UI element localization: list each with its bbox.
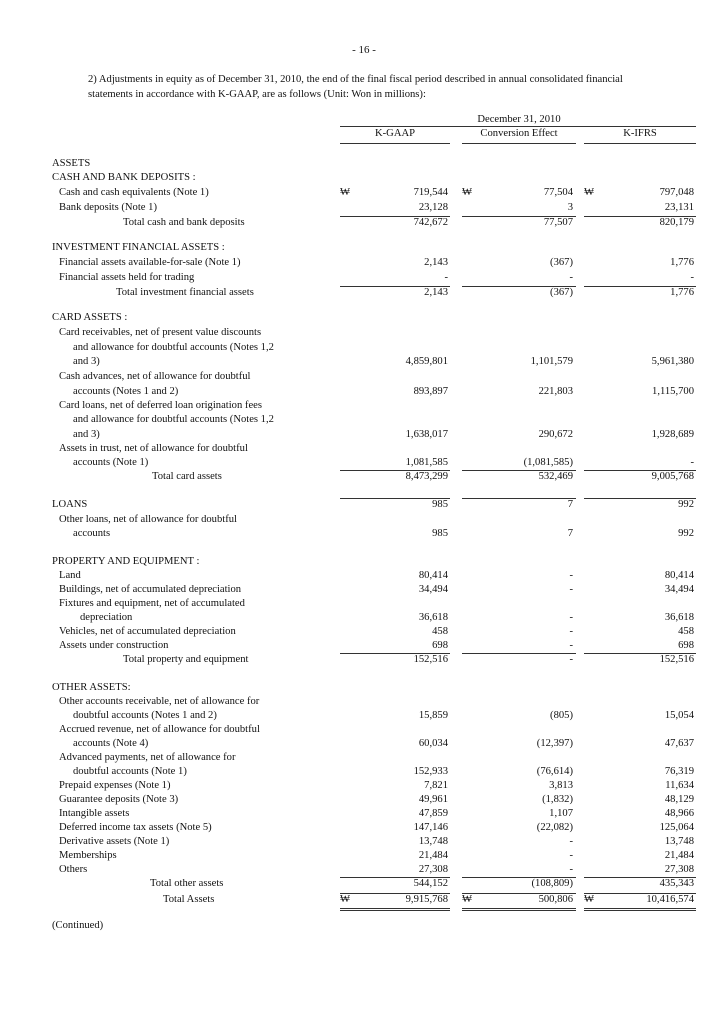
kifrs-value: 36,618 [664,612,694,623]
row-label: Guarantee deposits (Note 3) [59,794,179,805]
kgaap-value: 698 [432,640,448,651]
row-label: INVESTMENT FINANCIAL ASSETS : [52,242,225,253]
row-label: PROPERTY AND EQUIPMENT : [52,556,200,567]
subtotal-rule [340,286,450,287]
kifrs-value: 435,343 [659,878,694,889]
header-rule-top [340,126,696,127]
subtotal-rule [462,216,576,217]
kifrs-value: 15,054 [664,710,694,721]
row-label: doubtful accounts (Notes 1 and 2) [73,710,217,721]
conversion-effect-value: - [569,570,573,581]
row-label: Financial assets available-for-sale (Note 1) [59,257,241,268]
kgaap-value: 13,748 [418,836,448,847]
row-label: Land [59,570,81,581]
conversion-effect-value: (367) [550,287,573,298]
kifrs-value: 9,005,768 [651,471,694,482]
table-row [0,737,728,751]
header-conversion-effect: Conversion Effect [480,128,558,139]
conversion-effect-value: (108,809) [531,878,573,889]
row-label: accounts (Note 1) [73,457,149,468]
table-row [0,555,728,569]
conversion-effect-value: 7 [567,499,573,510]
conversion-effect-value: (12,397) [536,738,573,749]
row-label: Prepaid expenses (Note 1) [59,780,171,791]
page-number: - 16 - [352,44,376,56]
subtotal-rule [584,893,696,894]
kgaap-value: 2,143 [424,257,448,268]
kifrs-value: 1,928,689 [651,429,694,440]
conversion-effect-value: (1,832) [542,794,573,805]
kgaap-value: 21,484 [418,850,448,861]
table-row [0,653,728,667]
kgaap-value: 152,933 [413,766,448,777]
subtotal-rule [584,877,696,878]
header-rule-kgaap [340,143,450,144]
table-row [0,428,728,442]
conversion-effect-value: (805) [550,710,573,721]
header-kgaap: K-GAAP [374,128,416,139]
row-label: Buildings, net of accumulated depreciation [59,584,242,595]
conversion-effect-value: - [569,640,573,651]
conversion-effect-value: (1,081,585) [523,457,573,468]
kifrs-value: 5,961,380 [651,356,694,367]
row-label: Total investment financial assets [116,287,254,298]
row-label: Card receivables, net of present value discounts [59,327,262,338]
row-label: and 3) [73,429,100,440]
subtotal-rule [340,893,450,894]
kifrs-value: 13,748 [664,836,694,847]
double-underline [584,910,696,911]
kgaap-value: 985 [432,499,448,510]
row-label: Accrued revenue, net of allowance for doubtful [59,724,260,735]
kifrs-value: 1,115,700 [652,386,694,397]
won-symbol: ₩ [462,187,472,198]
table-row [0,271,728,285]
subtotal-rule [462,470,576,471]
table-row [0,681,728,695]
double-underline [340,908,450,909]
kgaap-value: 7,821 [424,780,448,791]
subtotal-rule [340,498,450,499]
kifrs-value: 125,064 [659,822,694,833]
table-row [0,256,728,270]
row-label: Derivative assets (Note 1) [59,836,170,847]
subtotal-rule [462,498,576,499]
conversion-effect-value: 1,101,579 [530,356,573,367]
table-row [0,470,728,484]
header-rule-kifrs [584,143,696,144]
table-row [0,639,728,653]
table-row [0,171,728,185]
kgaap-value: 152,516 [413,654,448,665]
row-label: ASSETS [52,158,91,169]
table-row [0,597,728,611]
row-label: Total property and equipment [123,654,249,665]
kifrs-value: 23,131 [664,202,694,213]
kgaap-value: 458 [432,626,448,637]
table-row [0,442,728,456]
row-label: Deferred income tax assets (Note 5) [59,822,212,833]
row-label: CARD ASSETS : [52,312,128,323]
row-label: Other accounts receivable, net of allowance for [59,696,260,707]
kifrs-value: 34,494 [664,584,694,595]
table-row [0,765,728,779]
table-row [0,807,728,821]
conversion-effect-value: 532,469 [538,471,573,482]
row-label: LOANS [52,499,88,510]
double-underline [340,910,450,911]
kifrs-value: 10,416,574 [646,894,694,905]
table-row [0,793,728,807]
kgaap-value: 1,638,017 [405,429,448,440]
table-row [0,695,728,709]
kgaap-value: - [444,272,448,283]
subtotal-rule [462,653,576,654]
won-symbol: ₩ [340,187,350,198]
table-row [0,186,728,200]
kifrs-value: 797,048 [659,187,694,198]
kgaap-value: 742,672 [413,217,448,228]
row-label: Assets in trust, net of allowance for doubtful [59,443,248,454]
conversion-effect-value: - [569,654,573,665]
row-label: and allowance for doubtful accounts (Notes 1,2 [73,342,274,353]
header-date: December 31, 2010 [477,114,561,125]
kifrs-value: 21,484 [664,850,694,861]
table-row [0,201,728,215]
kgaap-value: 23,128 [418,202,448,213]
kgaap-value: 15,859 [418,710,448,721]
row-label: CASH AND BANK DEPOSITS : [52,172,196,183]
table-row [0,456,728,470]
kgaap-value: 49,961 [418,794,448,805]
kgaap-value: 4,859,801 [405,356,448,367]
kgaap-value: 47,859 [418,808,448,819]
kgaap-value: 1,081,585 [405,457,448,468]
table-row [0,709,728,723]
continued-note: (Continued) [52,920,104,931]
kifrs-value: 48,966 [664,808,694,819]
row-label: Bank deposits (Note 1) [59,202,157,213]
conversion-effect-value: (22,082) [536,822,573,833]
kgaap-value: 2,143 [424,287,448,298]
row-label: Total cash and bank deposits [123,217,245,228]
row-label: Assets under construction [59,640,169,651]
table-row [0,286,728,300]
row-label: Total other assets [150,878,224,889]
table-row [0,863,728,877]
table-row [0,779,728,793]
subtotal-rule [584,498,696,499]
conversion-effect-value: (367) [550,257,573,268]
kgaap-value: 147,146 [413,822,448,833]
conversion-effect-value: 77,504 [543,187,573,198]
row-label: accounts [73,528,111,539]
table-row [0,399,728,413]
subtotal-rule [340,653,450,654]
row-label: Total card assets [152,471,222,482]
row-label: Cash and cash equivalents (Note 1) [59,187,209,198]
double-underline [462,908,576,909]
table-row [0,893,728,907]
kgaap-value: 36,618 [418,612,448,623]
row-label: Financial assets held for trading [59,272,195,283]
subtotal-rule [584,653,696,654]
subtotal-rule [340,877,450,878]
table-row [0,877,728,891]
table-row [0,583,728,597]
conversion-effect-value: - [569,850,573,861]
row-label: Intangible assets [59,808,130,819]
kifrs-value: 11,634 [665,780,694,791]
won-symbol: ₩ [340,894,350,905]
kifrs-value: 1,776 [670,287,694,298]
conversion-effect-value: 3,813 [549,780,573,791]
table-row [0,370,728,384]
kifrs-value: - [690,457,694,468]
kgaap-value: 544,152 [413,878,448,889]
header-kifrs: K-IFRS [623,128,657,139]
row-label: and allowance for doubtful accounts (Notes 1,2 [73,414,274,425]
kifrs-value: 992 [678,528,694,539]
row-label: and 3) [73,356,100,367]
kgaap-value: 34,494 [418,584,448,595]
double-underline [584,908,696,909]
kifrs-value: 698 [678,640,694,651]
table-row [0,341,728,355]
table-row [0,498,728,512]
conversion-effect-value: - [569,584,573,595]
kifrs-value: 48,129 [664,794,694,805]
row-label: Total Assets [163,894,215,905]
kifrs-value: - [690,272,694,283]
table-row [0,751,728,765]
conversion-effect-value: 77,507 [543,217,573,228]
table-row [0,413,728,427]
row-label: Vehicles, net of accumulated depreciation [59,626,236,637]
subtotal-rule [340,216,450,217]
table-row [0,723,728,737]
row-label: doubtful accounts (Note 1) [73,766,187,777]
row-label: depreciation [80,612,133,623]
kgaap-value: 60,034 [418,738,448,749]
double-underline [462,910,576,911]
kifrs-value: 47,637 [664,738,694,749]
table-row [0,611,728,625]
subtotal-rule [462,893,576,894]
kifrs-value: 992 [678,499,694,510]
conversion-effect-value: - [569,864,573,875]
kifrs-value: 152,516 [659,654,694,665]
subtotal-rule [584,286,696,287]
header-rule-conversion [462,143,576,144]
kifrs-value: 27,308 [664,864,694,875]
won-symbol: ₩ [462,894,472,905]
table-row [0,157,728,171]
conversion-effect-value: - [569,626,573,637]
table-row [0,569,728,583]
subtotal-rule [340,470,450,471]
table-row [0,849,728,863]
won-symbol: ₩ [584,894,594,905]
kgaap-value: 27,308 [418,864,448,875]
kifrs-value: 80,414 [664,570,694,581]
table-row [0,355,728,369]
table-row [0,821,728,835]
conversion-effect-value: 500,806 [538,894,573,905]
row-label: Cash advances, net of allowance for doubtful [59,371,251,382]
conversion-effect-value: (76,614) [536,766,573,777]
conversion-effect-value: 221,803 [538,386,573,397]
table-row [0,311,728,325]
kifrs-value: 820,179 [659,217,694,228]
kgaap-value: 8,473,299 [405,471,448,482]
conversion-effect-value: 290,672 [538,429,573,440]
table-row [0,527,728,541]
kgaap-value: 893,897 [413,386,448,397]
kgaap-value: 719,544 [413,187,448,198]
subtotal-rule [462,877,576,878]
table-row [0,241,728,255]
row-label: OTHER ASSETS: [52,682,131,693]
subtotal-rule [584,470,696,471]
subtotal-rule [584,216,696,217]
row-label: Advanced payments, net of allowance for [59,752,236,763]
conversion-effect-value: 3 [567,202,573,213]
row-label: Fixtures and equipment, net of accumulated [59,598,245,609]
kgaap-value: 80,414 [418,570,448,581]
kifrs-value: 1,776 [670,257,694,268]
conversion-effect-value: - [569,836,573,847]
conversion-effect-value: 7 [567,528,573,539]
subtotal-rule [462,286,576,287]
table-row [0,625,728,639]
conversion-effect-value: - [569,272,573,283]
kgaap-value: 9,915,768 [405,894,448,905]
table-row [0,835,728,849]
kifrs-value: 458 [678,626,694,637]
conversion-effect-value: - [569,612,573,623]
table-row [0,216,728,230]
row-label: accounts (Note 4) [73,738,149,749]
conversion-effect-value: 1,107 [549,808,573,819]
row-label: Other loans, net of allowance for doubtful [59,514,237,525]
won-symbol: ₩ [584,187,594,198]
kifrs-value: 76,319 [664,766,694,777]
row-label: Card loans, net of deferred loan origination fees [59,400,262,411]
intro-paragraph: 2) Adjustments in equity as of December 31, 2010, the end of the final fiscal period described in annual consolidated financial statements in accordance with K-GAAP, are as follows (Unit: Won in millions): [88,74,623,100]
row-label: Memberships [59,850,117,861]
table-row [0,385,728,399]
row-label: Others [59,864,88,875]
table-row [0,326,728,340]
kgaap-value: 985 [432,528,448,539]
table-row [0,513,728,527]
row-label: accounts (Notes 1 and 2) [73,386,179,397]
